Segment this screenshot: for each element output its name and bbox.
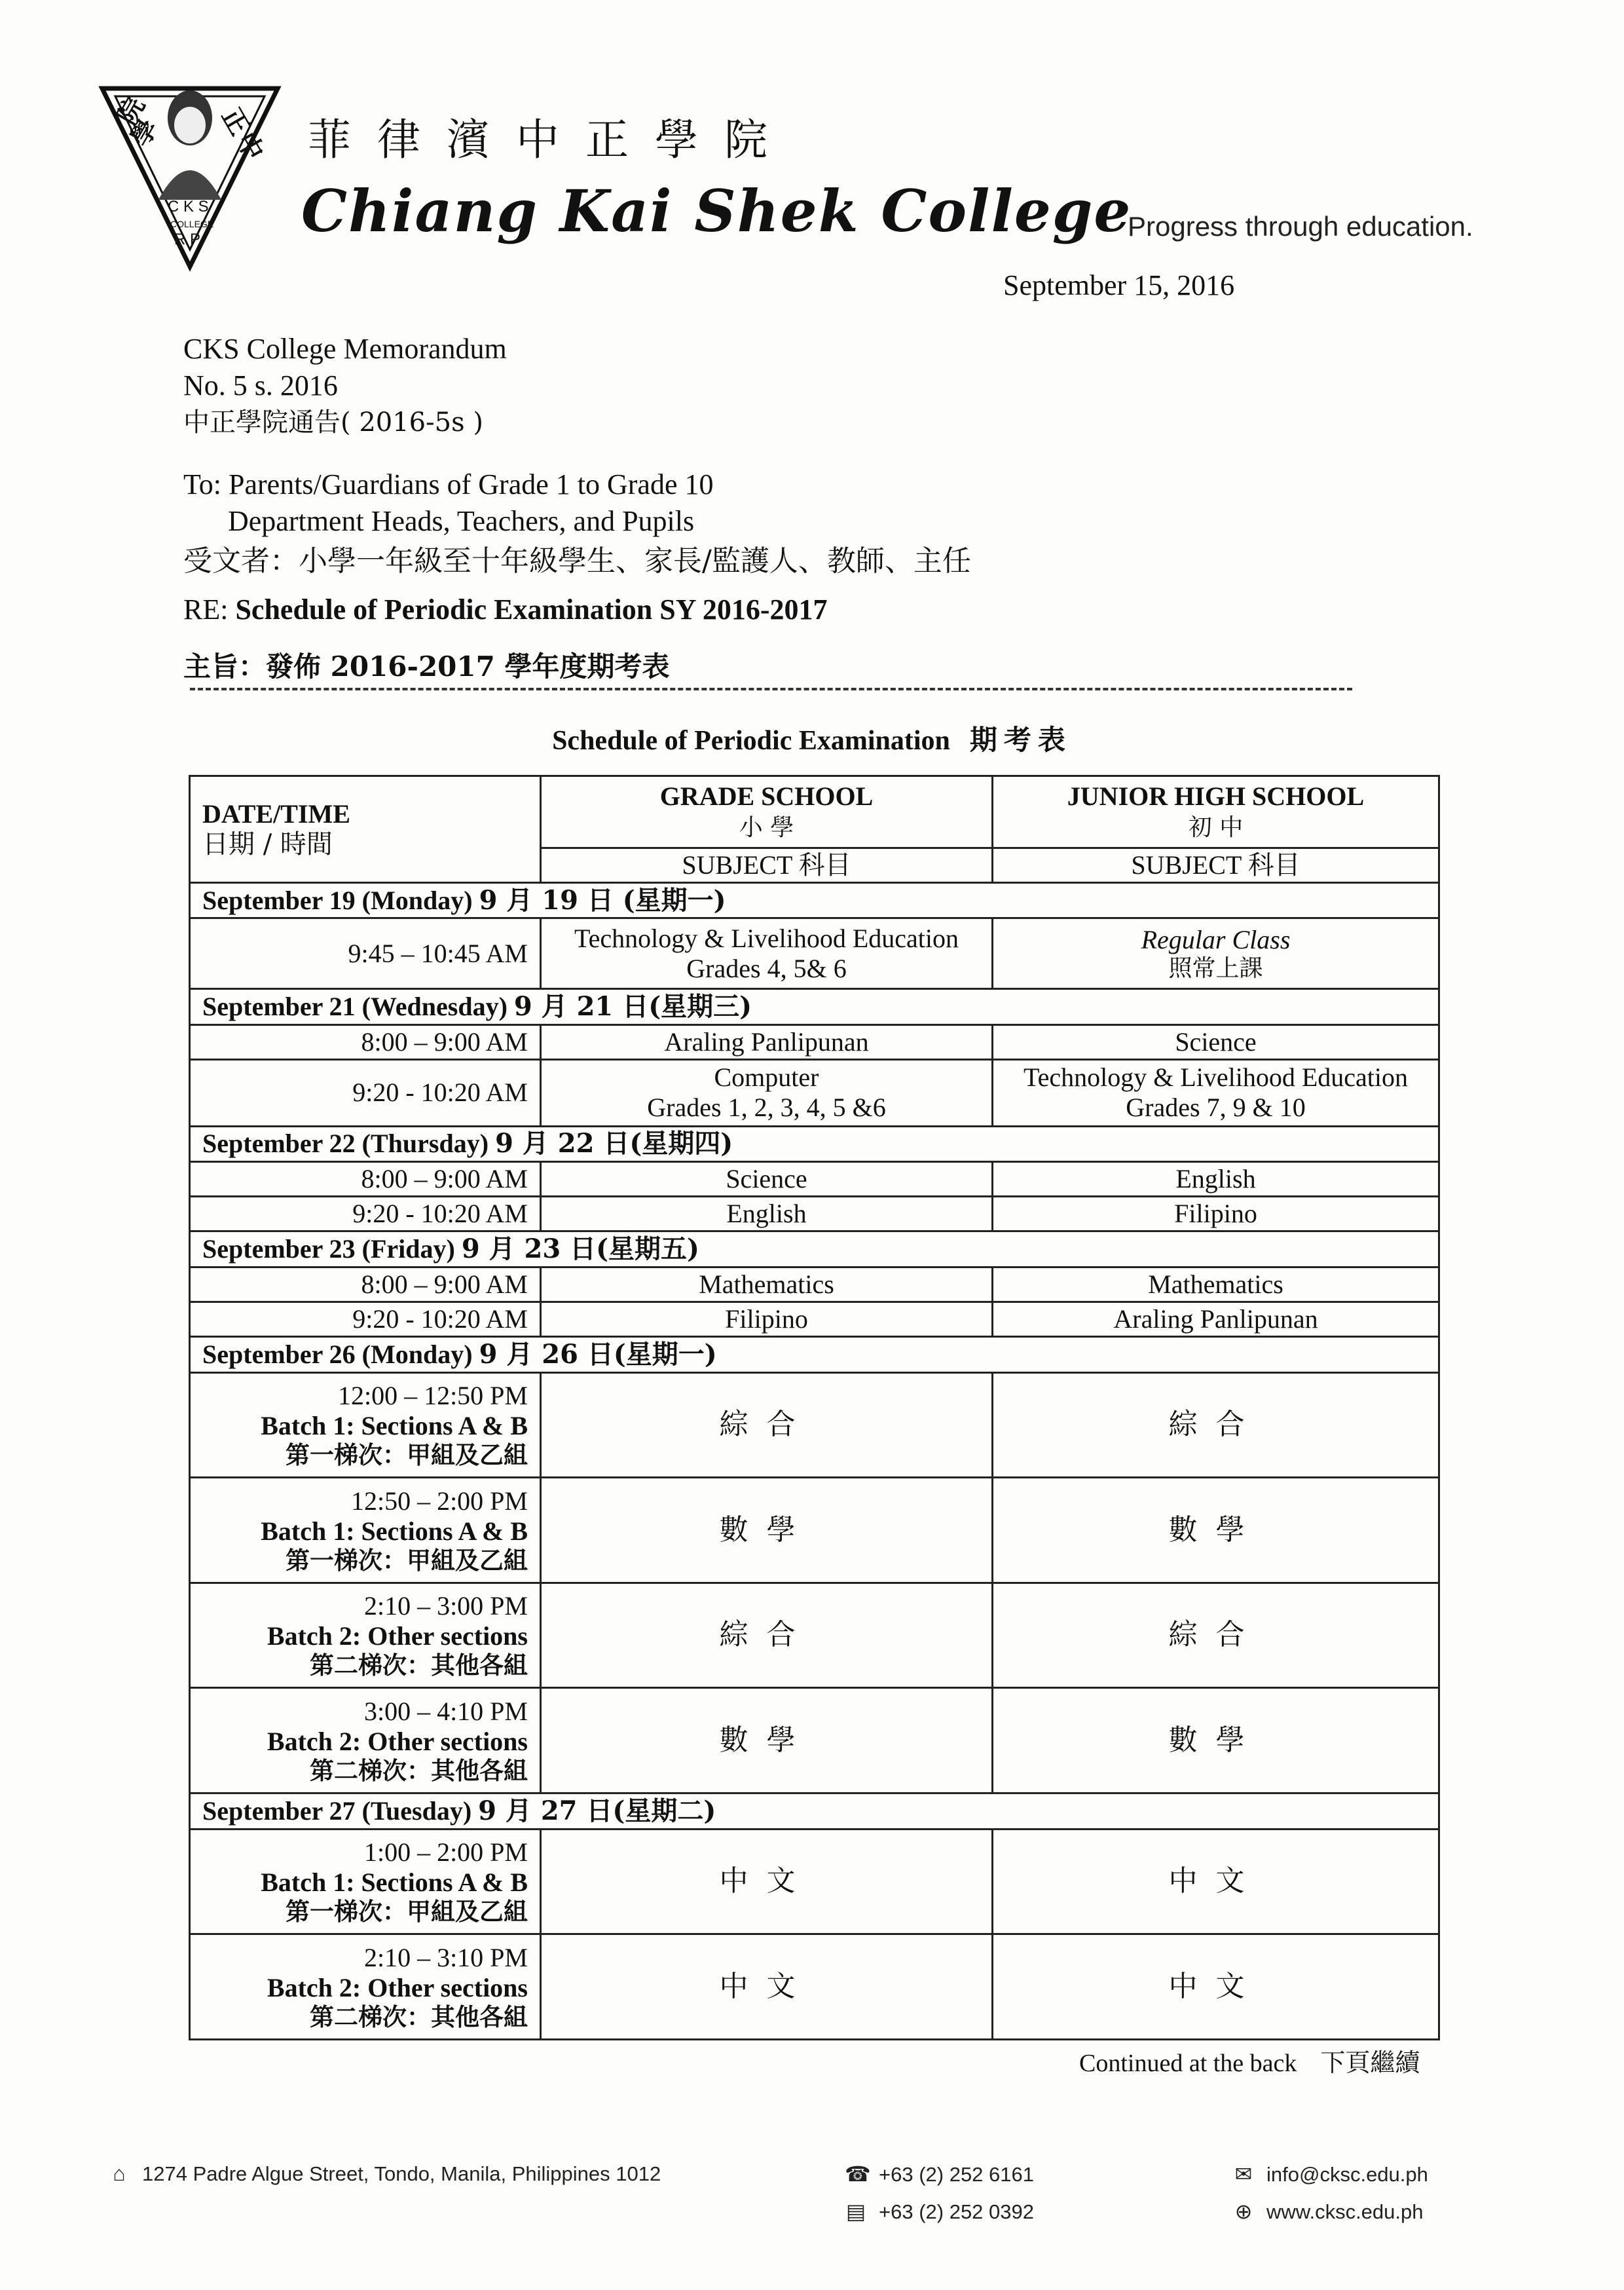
exam-time-batch [190, 1829, 541, 1934]
junior-high-subject: English [993, 1162, 1439, 1197]
exam-time: 12:00 – 12:50 PM [337, 1381, 528, 1411]
day-row [190, 989, 1439, 1025]
day-label-english: September 27 (Tuesday) [202, 1795, 472, 1826]
batch-label: Batch 1: Sections A & B [261, 1411, 528, 1441]
home-icon: ⌂ [113, 2162, 126, 2185]
school-name-chinese: 菲律濱中正學院 [308, 115, 794, 165]
subject-line: Technology & Livelihood Education [1023, 1062, 1409, 1093]
table-title-english: Schedule of Periodic Examination [552, 726, 950, 756]
table-row [190, 1162, 1439, 1197]
grade-school-subject [541, 918, 993, 989]
day-row [190, 882, 1439, 918]
table-title-chinese: 期考表 [969, 724, 1072, 756]
grade-school-subject: Filipino [541, 1302, 993, 1336]
envelope-icon: ✉ [1234, 2162, 1253, 2186]
svg-text:學: 學 [124, 113, 164, 152]
grade-school-subject: 數學 [541, 1478, 993, 1583]
continued-chinese: 下頁繼續 [1320, 2048, 1420, 2077]
day-label [190, 1793, 1439, 1829]
exam-time-batch [190, 1372, 541, 1478]
exam-time: 9:20 - 10:20 AM [190, 1197, 541, 1231]
exam-time: 2:10 – 3:10 PM [363, 1942, 528, 1972]
day-label-english: September 23 (Friday) [202, 1234, 455, 1264]
junior-high-subject: 中文 [993, 1829, 1439, 1934]
table-row [190, 1829, 1439, 1934]
batch-label: Batch 1: Sections A & B [261, 1868, 528, 1898]
junior-high-subject [993, 1059, 1439, 1126]
subject-grades: Grades 1, 2, 3, 4, 5 &6 [647, 1093, 886, 1123]
table-row [190, 1059, 1439, 1126]
subject-chinese: 主旨：發佈 2016-2017 學年度期考表 [183, 650, 670, 683]
grade-school-subject [541, 1059, 993, 1126]
exam-time: 2:10 – 3:00 PM [363, 1591, 528, 1621]
junior-high-subject: Mathematics [993, 1267, 1439, 1302]
day-row [190, 1336, 1439, 1372]
junior-high-subject: 數學 [993, 1478, 1439, 1583]
table-title [0, 719, 1624, 758]
batch-label: Batch 2: Other sections [267, 1972, 528, 2002]
exam-time-batch [190, 1934, 541, 2040]
table-row [190, 1478, 1439, 1583]
exam-time: 8:00 – 9:00 AM [190, 1267, 541, 1302]
memo-title: CKS College Memorandum [183, 333, 507, 365]
memo-date: September 15, 2016 [1003, 269, 1235, 301]
junior-high-subject: 中文 [993, 1934, 1439, 2040]
junior-high-subject: 綜合 [993, 1583, 1439, 1688]
subject-text: Schedule of Periodic Examination SY 2016-2017 [235, 593, 828, 626]
header-grade-school [541, 776, 993, 848]
table-row [190, 1267, 1439, 1302]
grade-school-subject: 中文 [541, 1934, 993, 2040]
exam-time: 12:50 – 2:00 PM [350, 1486, 528, 1516]
footer-fax [845, 2199, 1034, 2224]
phone-icon: ☎ [845, 2162, 871, 2186]
footer-address [108, 2162, 661, 2186]
grade-school-subject: Science [541, 1162, 993, 1197]
subject-grades: Grades 4, 5& 6 [686, 953, 847, 983]
memo-number: No. 5 s. 2016 [183, 369, 338, 402]
batch-label-chinese: 第一梯次：甲組及乙組 [286, 1897, 528, 1926]
exam-time: 9:20 - 10:20 AM [190, 1059, 541, 1126]
fax-text: +63 (2) 252 0392 [879, 2200, 1034, 2223]
header-grade-school-label: GRADE SCHOOL [659, 781, 874, 812]
exam-time-batch [190, 1583, 541, 1688]
day-label-english: September 22 (Thursday) [202, 1129, 489, 1159]
subject-prefix: RE: [183, 593, 236, 626]
batch-label: Batch 2: Other sections [267, 1621, 528, 1651]
header-jh-subject: SUBJECT 科目 [993, 848, 1439, 882]
table-header-row [190, 776, 1439, 848]
day-label-chinese: 9 月 27 日(星期二) [478, 1795, 716, 1826]
school-motto: Progress through education. [1128, 211, 1473, 242]
junior-high-subject: Araling Panlipunan [993, 1302, 1439, 1336]
day-label [190, 882, 1439, 918]
exam-time: 9:20 - 10:20 AM [190, 1302, 541, 1336]
continued-note [1079, 2042, 1420, 2078]
day-row [190, 1126, 1439, 1162]
school-seal-logo [98, 62, 282, 272]
batch-label-chinese: 第一梯次：甲組及乙組 [286, 1545, 528, 1575]
footer-email[interactable] [1232, 2162, 1428, 2187]
exam-time-batch [190, 1478, 541, 1583]
dashed-divider [190, 688, 1352, 690]
school-name-english: Chiang Kai Shek College [301, 177, 1132, 245]
exam-time: 1:00 – 2:00 PM [363, 1837, 528, 1868]
junior-high-subject: 綜合 [993, 1372, 1439, 1478]
day-row [190, 1793, 1439, 1829]
day-label-english: September 21 (Wednesday) [202, 992, 507, 1022]
table-row [190, 1197, 1439, 1231]
day-row [190, 1231, 1439, 1267]
subject-grades: Grades 7, 9 & 10 [1126, 1093, 1306, 1123]
grade-school-subject: 綜合 [541, 1372, 993, 1478]
exam-time-batch [190, 1688, 541, 1793]
day-label [190, 1336, 1439, 1372]
email-text[interactable]: info@cksc.edu.ph [1266, 2163, 1428, 2186]
batch-label-chinese: 第二梯次：其他各組 [310, 2002, 528, 2031]
exam-time: 8:00 – 9:00 AM [190, 1162, 541, 1197]
exam-time: 3:00 – 4:10 PM [363, 1696, 528, 1726]
day-label-english: September 19 (Monday) [202, 885, 473, 915]
grade-school-subject: English [541, 1197, 993, 1231]
recipients-chinese: 受文者：小學一年級至十年級學生、家長/監護人、教師、主任 [183, 544, 971, 578]
exam-time: 9:45 – 10:45 AM [190, 918, 541, 989]
header-grade-school-chinese: 小 學 [739, 814, 794, 842]
batch-label-chinese: 第一梯次：甲組及乙組 [286, 1440, 528, 1470]
header-gs-subject: SUBJECT 科目 [541, 848, 993, 882]
grade-school-subject: 綜合 [541, 1583, 993, 1688]
day-label-chinese: 9 月 26 日(星期一) [479, 1338, 717, 1370]
phone-text: +63 (2) 252 6161 [879, 2163, 1034, 2186]
day-label [190, 1126, 1439, 1162]
svg-text:正: 正 [215, 102, 256, 141]
day-label [190, 989, 1439, 1025]
day-label-chinese: 9 月 22 日(星期四) [495, 1128, 733, 1159]
header-junior-high-chinese: 初 中 [1188, 814, 1244, 842]
table-row [190, 1688, 1439, 1793]
header-junior-high-label: JUNIOR HIGH SCHOOL [1067, 781, 1365, 812]
table-row [190, 1302, 1439, 1336]
grade-school-subject: 數學 [541, 1688, 993, 1793]
exam-schedule-table [189, 775, 1440, 2040]
junior-high-subject [993, 918, 1439, 989]
day-label [190, 1231, 1439, 1267]
table-row [190, 918, 1439, 989]
header-datetime [190, 776, 541, 883]
svg-text:R P: R P [174, 231, 201, 248]
fax-icon: ▤ [845, 2200, 866, 2223]
svg-text:COLLEGE: COLLEGE [170, 219, 214, 229]
day-label-chinese: 9 月 19 日 (星期一) [479, 884, 726, 916]
junior-high-subject: 數學 [993, 1688, 1439, 1793]
grade-school-subject: Araling Panlipunan [541, 1025, 993, 1060]
recipients-line-1: To: Parents/Guardians of Grade 1 to Grade 10 [183, 468, 714, 500]
memo-number-block [183, 331, 507, 441]
table-row [190, 1934, 1439, 2040]
svg-text:中: 中 [230, 127, 270, 166]
globe-icon: ⊕ [1234, 2200, 1253, 2223]
memo-number-chinese: 中正學院通告( 2016-5s ) [183, 407, 483, 438]
batch-label-chinese: 第二梯次：其他各組 [310, 1755, 528, 1785]
table-row [190, 1372, 1439, 1478]
header-datetime-label: DATE/TIME [202, 798, 350, 829]
day-label-english: September 26 (Monday) [202, 1339, 473, 1369]
subject-line: Technology & Livelihood Education [574, 923, 959, 953]
svg-text:C K S: C K S [168, 198, 209, 216]
header-datetime-chinese: 日期 / 時間 [202, 829, 333, 859]
table-row [190, 1025, 1439, 1060]
day-label-chinese: 9 月 23 日(星期五) [461, 1233, 699, 1265]
day-label-chinese: 9 月 21 日(星期三) [513, 991, 752, 1023]
footer-phone [845, 2162, 1034, 2187]
continued-english: Continued at the back [1079, 2050, 1297, 2077]
address-text: 1274 Padre Algue Street, Tondo, Manila, Philippines 1012 [142, 2162, 661, 2185]
junior-high-subject: Science [993, 1025, 1439, 1060]
exam-time: 8:00 – 9:00 AM [190, 1025, 541, 1060]
subject-line: Computer [714, 1062, 819, 1093]
footer-website[interactable] [1232, 2199, 1424, 2224]
recipients-block [183, 466, 713, 540]
table-row [190, 1583, 1439, 1688]
grade-school-subject: Mathematics [541, 1267, 993, 1302]
website-text[interactable]: www.cksc.edu.ph [1266, 2200, 1424, 2223]
junior-high-subject: Filipino [993, 1197, 1439, 1231]
batch-label: Batch 1: Sections A & B [261, 1516, 528, 1546]
recipients-line-2: Department Heads, Teachers, and Pupils [228, 505, 695, 537]
batch-label: Batch 2: Other sections [267, 1726, 528, 1756]
grade-school-subject: 中文 [541, 1829, 993, 1934]
batch-label-chinese: 第二梯次：其他各組 [310, 1651, 528, 1680]
header-junior-high [993, 776, 1439, 848]
subject-line [183, 593, 828, 626]
subject-chinese: 照常上課 [1168, 955, 1263, 983]
subject-line: Regular Class [1141, 925, 1291, 955]
svg-text:院: 院 [111, 91, 151, 130]
